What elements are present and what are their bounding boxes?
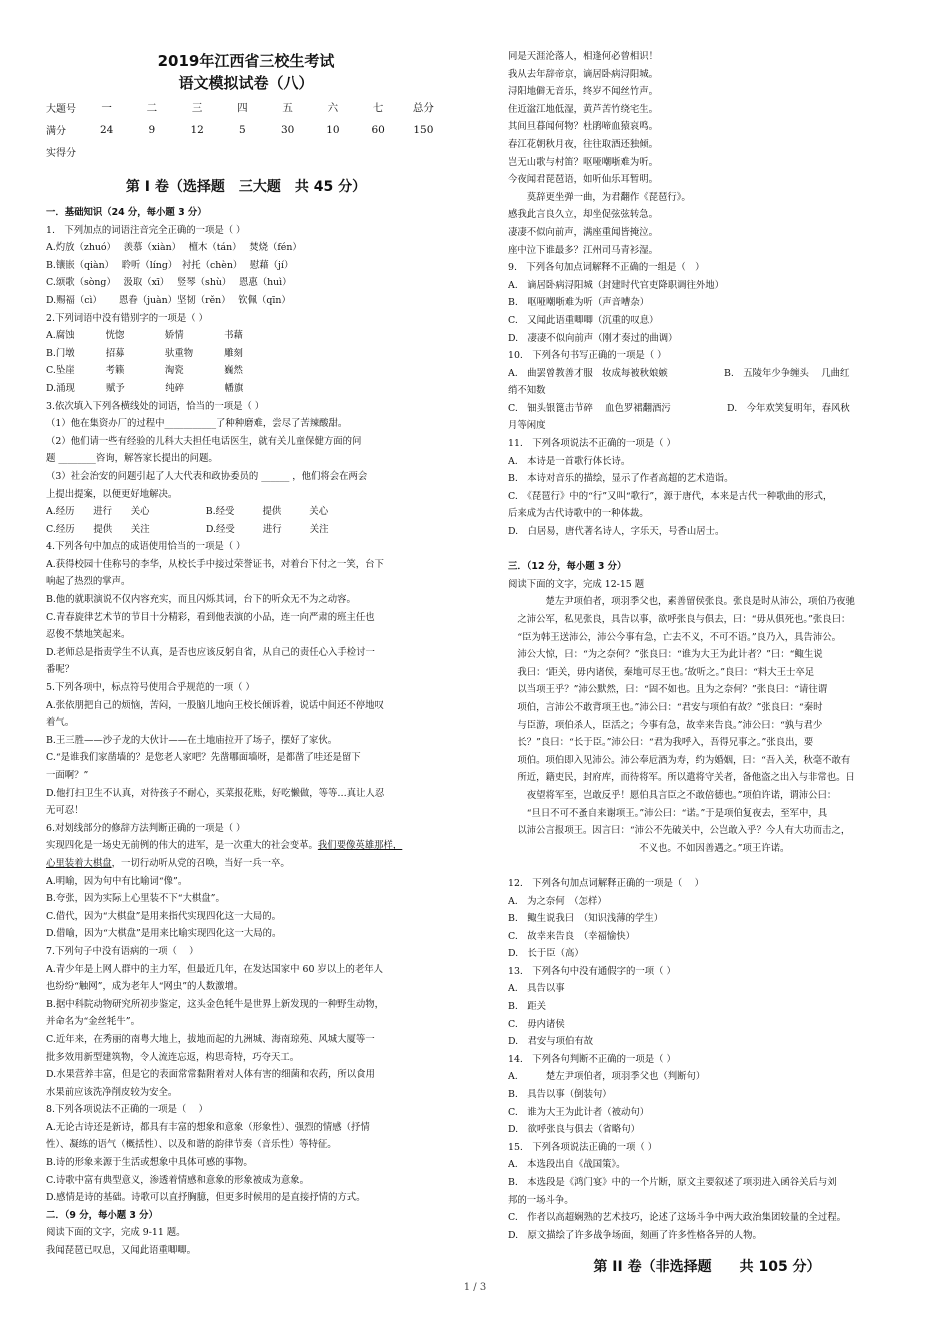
text-line: 9. 下列各句加点词解释不正确的一组是（ ） [508, 262, 705, 274]
text-line: 月等闲度 [508, 420, 546, 432]
text-line: 春江花朝秋月夜，往往取酒还独倾。 [508, 138, 659, 150]
text-line: 不义也。不如因善遇之。”项王许诺。 [508, 842, 790, 854]
text-line: 12. 下列各句加点词解释正确的一项是（ ） [508, 877, 705, 889]
text-line: 15. 下列各项说法正确的一项（ ） [508, 1141, 658, 1153]
text-line: C. 钿头银篦击节碎 血色罗裙翻酒污 D. 今年欢笑复明年，春风秋 [508, 402, 850, 414]
text-line: A.青少年是上网人群中的主力军，但最近几年，在发达国家中 60 岁以上的老年人 [46, 963, 384, 975]
text-line: 浔阳地僻无音乐，终岁不闻丝竹声。 [508, 86, 659, 98]
text-line: 阅读下面的文字，完成 12-15 题 [508, 578, 645, 590]
text-line: D. 长于臣（高） [508, 948, 584, 960]
page-number: 1 / 3 [463, 1282, 487, 1293]
text-line: B.夸张，因为实际上心里装不下“大棋盘”。 [46, 893, 225, 905]
text-line: A. 具告以事 [508, 983, 565, 995]
text-line: C.青春旋律艺术节的节目十分精彩，看到他表演的小品，连一向严肃的班主任也 [46, 611, 375, 623]
text-line: 阅读下面的文字，完成 9-11 题。 [46, 1227, 186, 1239]
score-col: 二 [146, 102, 158, 115]
text-line: C. 作者以高超娴熟的艺术技巧，论述了这场斗争中两大政治集团较量的全过程。 [508, 1212, 846, 1224]
text-line: C.借代，因为“大棋盘”是用来指代实现四化这一大局的。 [46, 910, 282, 922]
text-line: 10. 下列各句书写正确的一项是（ ） [508, 350, 667, 362]
text-line: A. 本选段出自《战国策》。 [508, 1159, 626, 1171]
text-line [508, 541, 906, 559]
left-column [46, 0, 446, 1257]
text-line: 水果前应该洗净削皮较为安全。 [46, 1086, 178, 1098]
text-line: B. 呕哑嘲哳难为听（声音嘈杂） [508, 297, 650, 309]
text-line: D.借喻，因为“大棋盘”是用来比喻实现四化这一大局的。 [46, 928, 282, 940]
text-line: 凄凄不似向前声，满座重闻皆掩泣。 [508, 226, 659, 238]
full-mark: 150 [413, 124, 434, 137]
text-line: D. 凄凄不似向前声（刚才奏过的曲调） [508, 332, 678, 344]
exam-title: 2019年江西省三校生考试 [157, 52, 335, 70]
score-col: 七 [372, 102, 384, 115]
text-line: 后来成为古代诗歌中的一种体裁。 [508, 508, 649, 520]
text-line: 夜望将军至，岂敢反乎！愿伯具言臣之不敢倍德也。”项伯许诺，谓沛公曰： [508, 789, 837, 801]
score-col: 一 [101, 102, 112, 115]
text-line: 与臣游，项伯杀人，臣活之；今事有急，故幸来告良。”沛公曰：“孰与君少 [508, 719, 823, 731]
text-line: C.经历 提供 关注 D.经受 进行 关注 [46, 523, 329, 535]
full-mark: 12 [190, 124, 204, 137]
text-line: 一面啊？” [46, 770, 89, 781]
text-line: 上提出提案，以便更好地解决。 [46, 488, 178, 500]
text-line: “旦日不可不蚤自来谢项王。”沛公曰：“诺。”于是项伯复夜去，至军中，具 [508, 807, 828, 819]
text-line: 绡不知数 [508, 385, 546, 397]
part2-heading: 第 II 卷（非选择题 共 105 分） [593, 1259, 821, 1275]
text-line: 无可忍！ [46, 805, 84, 817]
underlined-phrase: 心里装着大棋盘 [46, 857, 112, 869]
full-mark: 30 [280, 124, 295, 137]
text-line: 我闻琵琶已叹息，又闻此语重唧唧。 [46, 1245, 197, 1257]
score-col: 六 [327, 102, 339, 115]
text-line: 性）、凝练的语气（概括性）、以及和谐的韵律节奏（音乐性）等特征。 [46, 1139, 337, 1151]
text-line: C. 毋内诸侯 [508, 1018, 565, 1030]
full-mark: 5 [239, 124, 246, 137]
text-line: D.赐福（cì） 恩眷（juàn）坚韧（rěn） 钦佩（qīn） [46, 294, 291, 306]
text-line: C.近年来，在秀丽的南粤大地上，拔地而起的九洲城、海南琼苑、风城大厦等一 [46, 1033, 375, 1045]
score-col: 总分 [412, 102, 434, 115]
row-label: 实得分 [46, 147, 76, 159]
text-line: B. 本选段是《鸿门宴》中的一个片断，原文主要叙述了项羽进入函谷关后与刘 [508, 1177, 837, 1188]
text-line: C. 故幸来告良 （幸福愉快） [508, 930, 635, 942]
text-line: 2.下列词语中没有错别字的一项是（ ） [46, 312, 208, 324]
text-line: 楚左尹项伯者，项羽季父也，素善留侯张良。张良是时从沛公，项伯乃夜驰 [508, 596, 855, 608]
text-line: A. 本诗是一首歌行体长诗。 [508, 455, 631, 467]
text-line: 项伯。项伯即入见沛公。沛公奉卮酒为寿，约为婚姻，曰：“吾入关，秋毫不敢有 [508, 754, 851, 766]
text-line: 邦的一场斗争。 [508, 1194, 574, 1206]
text-line: 6.对划线部分的修辞方法判断正确的一项是（ ） [46, 822, 246, 834]
text-line: 长？”良曰：“长于臣。”沛公曰：“君为我呼入，吾得兄事之。”张良出，要 [508, 737, 814, 749]
text-line: B.诗的形象来源于生活或想象中具体可感的事物。 [46, 1157, 253, 1169]
text-line: B. 具告以事（倒装句） [508, 1089, 612, 1101]
text-line: B.他的就职演说不仅内容充实，而且闪烁其词，台下的听众无不为之动容。 [46, 594, 356, 606]
text-line: 项伯，言沛公不敢背项王也。”沛公曰：“君安与项伯有故？”张良曰：“秦时 [508, 701, 823, 713]
text-line: “臣为韩王送沛公，沛公今事有急，亡去不义，不可不语。”良乃入，具告沛公。 [508, 631, 842, 643]
section-heading: 三．（12 分，每小题 3 分） [508, 561, 627, 573]
text-line: B.王三胜——沙子龙的大伙计——在土地庙拉开了场子，摆好了家伙。 [46, 734, 338, 746]
text-line: 心里装着大棋盘，一切行动听从党的召唤，当好一兵一卒。 [46, 857, 290, 869]
text-line: B. 距关 [508, 1001, 546, 1013]
text-line: 8.下列各项说法不正确的一项是（ ） [46, 1104, 208, 1116]
text-line: 5.下列各项中，标点符号使用合乎规范的一项（ ） [46, 682, 255, 694]
section-heading: 二．（9 分，每小题 3 分） [46, 1209, 158, 1221]
text-line: 以沛公言报项王。因言曰：“沛公不先破关中，公岂敢入乎？今人有大功而击之， [508, 825, 851, 837]
text-line: 番呢？ [46, 664, 75, 676]
left-body [46, 204, 446, 1260]
text-line: C.坠崖 考籁 淘瓷 巍然 [46, 365, 243, 377]
text-line: 同是天涯沦落人，相逢何必曾相识！ [508, 51, 659, 62]
text-line: D. 欲呼张良与俱去（省略句） [508, 1124, 641, 1136]
text-line: D.他打扫卫生不认真，对待孩子不耐心，买菜报花账，好吃懒做，等等…真让人忍 [46, 787, 385, 799]
text-line: 我曰：‘距关，毋内诸侯，秦地可尽王也。’故听之。”良曰：“料大王士卒足 [508, 666, 815, 678]
text-line: 忍俊不禁地笑起来。 [46, 629, 131, 641]
text-line: 沛公大惊，曰：“为之奈何？”张良曰：“谁为大王为此计者？”曰：“鲰生说 [508, 649, 823, 661]
score-table-actual-row [46, 142, 446, 164]
text-line: 实现四化是一场史无前例的伟大的进军，是一次重大的社会变革。我们要像英雄那样， [46, 840, 403, 852]
score-col: 三 [191, 102, 203, 115]
exam-subtitle: 语文模拟试卷（八） [178, 74, 314, 92]
text-line: 座中泣下谁最多？江州司马青衫湿。 [508, 244, 659, 256]
text-line: A.张依朋把自己的烦恼，苦闷，一股脑儿地向王校长倾诉着，说话中间还不停地叹 [46, 699, 384, 711]
text-line: C. 《琵琶行》中的“行”又叫“歌行”，源于唐代，本来是古代一种歌曲的形式， [508, 490, 833, 502]
full-mark: 24 [99, 124, 114, 137]
text-line: B. 本诗对音乐的描绘，显示了作者高超的艺术造诣。 [508, 473, 734, 485]
score-table [46, 98, 446, 164]
text-line: B.据中科院动物研究所初步鉴定，这头金色牦牛是世界上新发现的一种野生动物， [46, 998, 384, 1010]
text-line: （3）社会治安的问题引起了人大代表和政协委员的 ______ ，他们将会在两会 [46, 470, 368, 482]
part1-heading: 第 I 卷（选择题 三大题 共 45 分） [125, 179, 367, 195]
row-label: 大题号 [46, 103, 76, 115]
text-line: D. 君安与项伯有故 [508, 1036, 594, 1048]
text-line: 岂无山歌与村笛？呕哑嘲哳难为听。 [508, 156, 659, 168]
text-line: 7.下列句子中没有语病的一项（ ） [46, 945, 199, 957]
text-line: D. 原文描绘了许多战争场面，刻画了许多性格各异的人物。 [508, 1229, 762, 1241]
text-line: C.“是谁我们家凿墙的？是您老人家吧？先凿哪面墙呀，是都凿了哇还是留下 [46, 752, 361, 764]
text-line: A.经历 进行 关心 B.经受 提供 关心 [46, 506, 329, 518]
score-table-header-row [46, 98, 446, 120]
text-line: B.门墩 招募 驮重物 雕刻 [46, 347, 243, 359]
text-line: C.颂歌（sòng） 汲取（xī） 竖琴（shù） 恩惠（huì） [46, 277, 292, 289]
text-line: 之沛公军，私见张良，具告以事，欲呼张良与俱去，曰：“毋从俱死也。”张良曰： [508, 614, 851, 625]
text-line: A. 为之奈何 （怎样） [508, 895, 607, 907]
text-line: D. 白居易，唐代著名诗人，字乐天，号香山居士。 [508, 526, 725, 538]
text-line: D.水果营养丰富，但是它的表面常常黏附着对人体有害的细菌和农药，所以食用 [46, 1069, 375, 1081]
text-line: 14. 下列各句判断不正确的一项是（ ） [508, 1053, 676, 1065]
text-line: C. 谁为大王为此计者（被动句） [508, 1106, 650, 1118]
full-mark: 10 [326, 124, 340, 137]
text-line: 并命名为“金丝牦牛”。 [46, 1016, 140, 1028]
text-line: D.涌现 赋予 纯碎 幡旗 [46, 382, 244, 394]
underlined-phrase: 我们要像英雄那样， [317, 840, 403, 852]
row-label: 满分 [46, 125, 66, 137]
text-line: 1. 下列加点的词语注音完全正确的一项是（ ） [46, 224, 246, 236]
text-line: A.腐蚀 恍惚 娇情 书藉 [46, 330, 243, 342]
text-line: A.明喻，因为句中有比喻词“像”。 [46, 875, 188, 887]
text-line: 批多效用新型建筑物，令人流连忘返，构思奇特，巧夺天工。 [46, 1051, 300, 1063]
text-line: 13. 下列各句中没有通假字的一项（ ） [508, 965, 676, 977]
text-line: 11. 下列各项说法不正确的一项是（ ） [508, 438, 676, 450]
text-line: 也纷纷“触网”，成为老年人“网虫”的人数激增。 [46, 981, 244, 993]
text-line: D.老师总是指责学生不认真，是否也应该反躬自省，从自己的责任心入手检讨一 [46, 646, 375, 658]
text-line: 以当项王乎？”沛公默然，曰：“固不如也。且为之奈何？”张良曰：“请往谓 [508, 684, 828, 696]
text-line: A. 谪居卧病浔阳城（封建时代官吏降职调往外地） [508, 279, 725, 291]
text-line: 4.下列各句中加点的成语使用恰当的一项是（ ） [46, 541, 246, 553]
full-mark: 60 [371, 124, 385, 137]
text-line: B.镶嵌（qiàn） 聆听（líng） 衬托（chèn） 慰藉（jí） [46, 259, 294, 271]
score-col: 五 [282, 102, 293, 115]
text-line [508, 857, 906, 875]
text-line: A. 曲罢曾教善才服 妆成每被秋娘嫉 B. 五陵年少争缠头 几曲红 [508, 367, 850, 379]
text-line: A.灼放（zhuó） 羡慕（xiàn） 檀木（tán） 焚烧（fén） [46, 242, 302, 254]
text-line: 所近，籍吏民，封府库，而待将军。所以遣将守关者，备他盗之出入与非常也。日 [508, 772, 855, 784]
text-line: 今夜闻君琵琶语，如听仙乐耳暂明。 [508, 174, 659, 186]
text-line: 响起了热烈的掌声。 [46, 576, 131, 588]
text-line: 3.依次填入下列各横线处的词语，恰当的一项是（ ） [46, 400, 265, 412]
text-line: 其间旦暮闻何物？杜鹃啼血猿哀鸣。 [508, 121, 659, 133]
score-table-full-row [46, 120, 446, 142]
text-line: 住近湓江地低湿，黄芦苦竹绕宅生。 [508, 103, 659, 115]
text-line: A.无论古诗还是新诗，都具有丰富的想象和意象（形象性）、强烈的情感（抒情 [46, 1121, 370, 1133]
text-line: A. 楚左尹项伯者，项羽季父也（判断句） [508, 1071, 706, 1083]
section-heading: 一．基础知识（24 分，每小题 3 分） [46, 207, 207, 218]
text-line: 感我此言良久立，却坐促弦弦转急。 [508, 209, 659, 221]
text-line: C.诗歌中富有典型意义，渗透着情感和意象的形象被成为意象。 [46, 1174, 309, 1186]
text-line: A.获得校园十佳称号的李华，从校长手中接过荣誉证书，对着台下付之一笑，台下 [46, 558, 384, 570]
full-mark: 9 [148, 124, 156, 137]
text-line: （1）他在集资办厂的过程中___________了种种磨难，尝尽了苦辣酸甜。 [46, 418, 348, 430]
right-column [508, 0, 906, 1275]
text-line: C. 又闻此语重唧唧（沉重的叹息） [508, 314, 659, 326]
text-line: （2）他们请一些有经验的儿科大夫担任电话医生，就有关儿童保健方面的问 [46, 435, 362, 447]
text-line: D.感情是诗的基础。诗歌可以直抒胸臆，但更多时候用的是直接抒情的方式。 [46, 1192, 366, 1204]
text-line: 题 ________咨询，解答家长提出的问题。 [46, 453, 218, 465]
text-line: 莫辞更坐弹一曲，为君翻作《琵琶行》。 [508, 191, 691, 203]
right-body [508, 48, 906, 1244]
text-line: B. 鲰生说我曰 （知识浅薄的学生） [508, 913, 664, 925]
text-line: 我从去年辞帝京，谪居卧病浔阳城。 [508, 68, 659, 80]
text-line: 着气。 [46, 717, 75, 729]
score-col: 四 [237, 102, 248, 115]
